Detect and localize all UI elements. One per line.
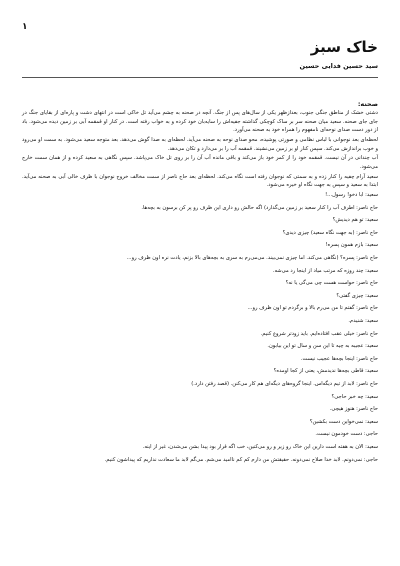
dialogue-line: حاج ناصر: هنوز هیچی. <box>329 406 378 413</box>
dialogue-line: سعید: شنیدم. <box>348 318 378 324</box>
page-number: ۱ <box>22 22 28 32</box>
paragraph: سعید آرام چفیه را کنار زده و به سمتی که نوجوان رفته است نگاه می‌کند. لحظه‌ای بعد حاج ناصر از سمت مخالف خروج نوجوان با ظرف خالی آبی به صحنه می‌آید. ابتدا به سعید و سپس به جهت نگاه او خیره می‌شود. <box>22 173 378 189</box>
dialogue-line: سعید: نمی‌خواین دست بکشین؟ <box>309 418 378 425</box>
paragraph: دشتی خشک از مناطق جنگی جنوب، بعدازظهر یکی از سال‌های پس از جنگ. آنچه در صحنه به چشم می‌آید تل خاکی است در انتهای دشت و پاره‌ای از بقایای جنگ در جای جای صحنه. سعید میان صحنه سر بر ساک کوچکی گذاشته جفیه‌اش را سایه‌بان خود کرده و به خواب رفته است. در کنار او قمقمه آبی بر زمین دیده می‌شود. باد از دور دست صدای نوحه‌ای نامفهوم را همراه خود به صحنه می‌آورد. <box>22 110 378 134</box>
dialogue-line: سعید: قاطی بچه‌ها ندیدمش، یعنی از کجا اومده؟ <box>273 368 378 375</box>
scene-heading: صحنه: <box>357 100 378 108</box>
dialogue-line: حاج ناصر: (به جهت نگاه سعید) چیزی دیدی؟ <box>282 229 378 236</box>
dialogue-line: سعید: چند روزه که مرتب میاد از اینجا رد می‌شه. <box>272 267 378 274</box>
dialogue-line: حاج ناصر: پسره؟ (نگاهی می‌کند. اما چیزی نمی‌بیند. می‌می‌رم به سری به بچه‌های بالا بزنم، یادت نره اون ظرف رو... <box>126 255 378 262</box>
dialogue-line: حاج ناصر: گفتم تا من می‌رم بالا و برگردم تو اون ظرف رو... <box>247 305 378 312</box>
dialogue-line: سعید: عجیبه به چیه تا این سن و سال تو این بیابون. <box>267 343 378 350</box>
dialogue-line: حاج ناصر: خیلی عقب افتاده‌ایم. باید زودتر شروع کنیم. <box>260 330 378 337</box>
dialogue-line: سعید: الان به هفته است دارین این خاک رو زیر و رو می‌کنین، خب اگه قرار بود پیدا بشن می‌شدن، غیر از اینه. <box>142 443 378 450</box>
paragraph: آب چندانی در آن نیست. قمقمه خود را از کمر خود باز می‌کند و باقی مانده آب آن را بر روی تل خاک می‌پاشد. سپس نگاهی به سعید کرده و از همان سمت خارج می‌شود. <box>22 155 378 170</box>
dialogue-line: سعید: ابا دخو! رسول...! <box>325 192 378 199</box>
dialogue-line: حاج ناصر: اینجا بچه‌ها عجیب نیست. <box>300 355 378 362</box>
author-name: سید حسین فدایی حسین <box>299 62 378 70</box>
dialogue-line: سعید: تو هم دیدیش؟ <box>332 217 378 224</box>
dialogue-line: حاجی: دست خودمون نیست. <box>315 431 378 438</box>
title-divider <box>22 77 378 78</box>
dialogue-line: سعید: چیزی گفتی؟ <box>336 292 378 299</box>
dialogue-line: حاجی: نمی‌دونم. لابد خدا صلاح نمی‌دونه. حقیقتش من دارم کم کم ناامید می‌شم. می‌گم لابد ما سعادت نداریم که پیداشون کنیم. <box>104 456 378 463</box>
dialogue-line: حاج ناصر: حواست هست چی می‌گی یا نه؟ <box>285 280 378 287</box>
dialogue-line: سعید: چه خبر حاجی؟ <box>331 393 378 400</box>
document-body <box>22 100 378 468</box>
page-title: خاک سبز <box>310 38 378 56</box>
dialogue-line: سعید: بازم همون پسره! <box>325 242 378 249</box>
dialogue-line: حاج ناصر: اطرف آب را کنار سعید بر زمین می‌گذارد) اگه حالش رو داری این ظرف رو پر کن برسون به بچه‌ها. <box>141 204 378 211</box>
paragraph: لحظه‌ای بعد نوجوانی با لباس نظامی و صورتی پوشیده، محو صدای نوحه به صحنه می‌آید. لحظه‌ای به صدا گوش می‌دهد. بعد متوجه سعید می‌شود. به سمت او می‌رود و خوب براندازش می‌کند. سپس کنار او بر زمین می‌نشیند. قمقمه آب را بر می‌دارد و تکان می‌دهد. <box>22 137 378 152</box>
dialogue-line: حاج ناصر: لابد از تیم دیگه‌اس. اینجا گروه‌های دیگه‌ای هم کار می‌کنن. (قصد رفتن دارد.) <box>191 380 378 387</box>
